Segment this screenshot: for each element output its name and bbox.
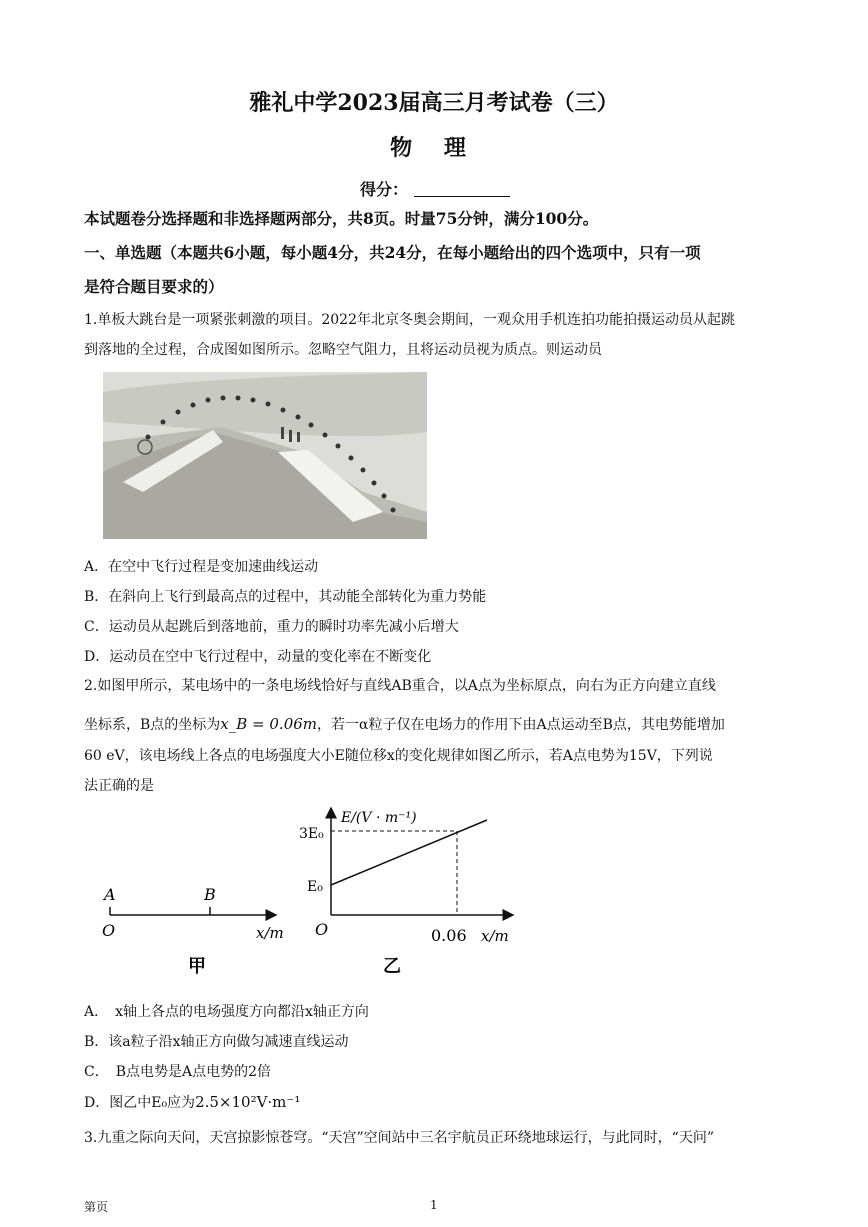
yi-y-top: 3E₀	[299, 826, 324, 842]
yi-y-label: E/(V · m⁻¹)	[341, 810, 417, 826]
q2-option-d-formula: 2.5×10²V·m⁻¹	[195, 1093, 301, 1111]
exam-title: 雅礼中学2023届高三月考试卷（三）	[249, 90, 619, 116]
yi-y-mid: E₀	[307, 879, 323, 895]
snowboard-jump-photo	[103, 372, 427, 539]
yi-x-label: x/m	[481, 927, 509, 945]
score-field	[360, 177, 510, 200]
q2-option-d	[84, 1092, 300, 1112]
q1-option-d: D．运动员在空中飞行过程中，动量的变化率在不断变化	[84, 649, 432, 665]
q1-option-b: B．在斜向上飞行到最高点的过程中，其动能全部转化为重力势能	[84, 589, 487, 605]
score-label: 得分：	[360, 180, 409, 199]
snowboard-jump-illustration	[103, 372, 427, 539]
figure-jia	[98, 870, 298, 980]
q2-option-a: A． x轴上各点的电场强度方向都沿x轴正方向	[84, 1004, 369, 1020]
jia-label-a: A	[104, 885, 116, 904]
yi-origin: O	[315, 920, 329, 939]
section1-heading-1: 一、单选题（本题共6小题，每小题4分，共24分，在每小题给出的四个选项中，只有一项	[84, 243, 701, 262]
q2-xb-formula: x_B = 0.06m	[220, 715, 318, 733]
yi-e-line	[331, 820, 487, 885]
page-number: 1	[430, 1198, 438, 1212]
q1-option-a: A．在空中飞行过程是变加速曲线运动	[84, 559, 319, 575]
figure-yi	[295, 800, 525, 980]
q2-stem-3: 60 eV，该电场线上各点的电场强度大小E随位移x的变化规律如图乙所示，若A点电势为15V，下列说	[84, 748, 713, 764]
q2-stem-2	[84, 710, 784, 739]
q1-option-c: C．运动员从起跳后到落地前，重力的瞬时功率先减小后增大	[84, 619, 459, 635]
footer-left: 第页	[84, 1200, 109, 1214]
q2-stem-4: 法正确的是	[84, 778, 154, 794]
q2-stem-2a: 坐标系，B点的坐标为	[84, 717, 221, 733]
q2-option-b: B．该a粒子沿x轴正方向做匀减速直线运动	[84, 1034, 349, 1050]
q1-stem-2: 到落地的全过程，合成图如图所示。忽略空气阻力，且将运动员视为质点。则运动员	[84, 342, 602, 358]
yi-x-tick: 0.06	[431, 926, 467, 945]
q2-option-d-text: D．图乙中E₀应为	[84, 1095, 196, 1111]
jia-label-b: B	[204, 885, 216, 904]
section1-heading-2: 是符合题目要求的）	[84, 277, 224, 296]
jia-caption: 甲	[188, 956, 206, 977]
intro-text: 本试题卷分选择题和非选择题两部分，共8页。时量75分钟，满分100分。	[84, 209, 599, 228]
q3-stem-1: 3.九重之际向天问，天宫掠影惊苍穹。“天宫”空间站中三名宇航员正环绕地球运行，与此同时，“天问”	[84, 1130, 714, 1146]
jia-label-o: O	[102, 921, 116, 940]
q2-stem-1: 2.如图甲所示，某电场中的一条电场线恰好与直线AB重合，以A点为坐标原点，向右为正方向建立直线	[84, 678, 716, 694]
yi-caption: 乙	[383, 956, 401, 977]
q2-option-c: C． B点电势是A点电势的2倍	[84, 1064, 272, 1080]
jia-axis-label: x/m	[256, 924, 284, 942]
q2-stem-2b: ，若一α粒子仅在电场力的作用下由A点运动至B点，其电势能增加	[317, 717, 725, 733]
q1-stem-1: 1.单板大跳台是一项紧张刺激的项目。2022年北京冬奥会期间，一观众用手机连拍功能拍摄运动员从起跳	[84, 312, 735, 328]
score-blank	[414, 182, 510, 197]
subject-title: 物 理	[390, 135, 478, 161]
